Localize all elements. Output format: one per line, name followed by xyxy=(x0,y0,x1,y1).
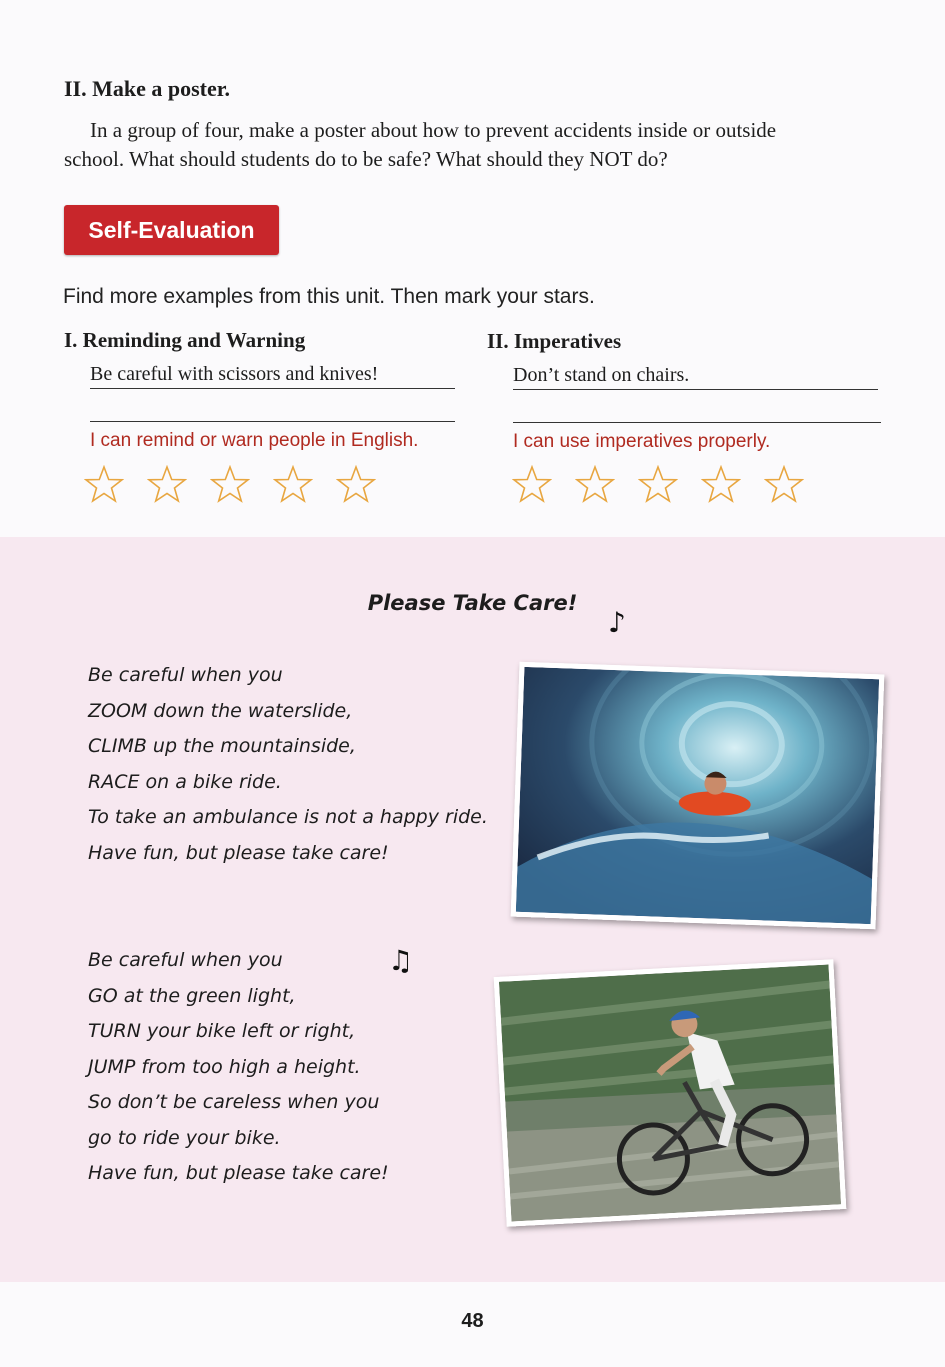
star-icon[interactable] xyxy=(336,465,376,503)
star-icon[interactable] xyxy=(638,465,678,503)
reminding-example: Be careful with scissors and knives! xyxy=(90,363,455,389)
verse-line: To take an ambulance is not a happy ride. xyxy=(88,806,488,828)
reminding-warning-heading: I. Reminding and Warning xyxy=(64,328,306,352)
music-note-icon: ♪ xyxy=(608,606,626,639)
imperatives-can-do-statement: I can use imperatives properly. xyxy=(513,431,771,452)
verse-line: Have fun, but please take care! xyxy=(88,841,389,864)
imperatives-star-rating[interactable] xyxy=(512,465,804,503)
verse-line: TURN your bike left or right, xyxy=(88,1020,356,1042)
imperatives-heading: II. Imperatives xyxy=(487,329,622,353)
section-heading-make-poster: II. Make a poster. xyxy=(64,76,231,101)
verse-line: So don’t be careless when you xyxy=(88,1091,380,1113)
imperatives-example: Don’t stand on chairs. xyxy=(513,364,878,390)
verse-line: JUMP from too high a height. xyxy=(88,1055,361,1078)
star-icon[interactable] xyxy=(210,465,250,503)
poster-instructions-line2: school. What should students do to be safe? What should they NOT do? xyxy=(64,147,668,171)
song-verse-2 xyxy=(88,943,389,1192)
reminding-answer-line[interactable] xyxy=(90,420,455,422)
verse-line: Be careful when you xyxy=(88,949,283,971)
song-verse-1 xyxy=(88,658,488,871)
star-icon[interactable] xyxy=(273,465,313,503)
verse-line: ZOOM down the waterslide, xyxy=(88,699,353,722)
verse-line: GO at the green light, xyxy=(88,984,296,1007)
star-icon[interactable] xyxy=(147,465,187,503)
poster-instructions-line1: In a group of four, make a poster about how to prevent accidents inside or outside xyxy=(90,118,777,142)
reminding-star-rating[interactable] xyxy=(84,465,376,503)
star-icon[interactable] xyxy=(84,465,124,503)
verse-line: Be careful when you xyxy=(88,664,283,686)
waterslide-photo xyxy=(511,662,885,930)
verse-line: Have fun, but please take care! xyxy=(88,1162,389,1184)
verse-line: RACE on a bike ride. xyxy=(88,770,282,793)
waterslide-illustration xyxy=(516,667,879,924)
reminding-can-do-statement: I can remind or warn people in English. xyxy=(90,430,419,451)
verse-line: CLIMB up the mountainside, xyxy=(88,735,356,757)
star-icon[interactable] xyxy=(512,465,552,503)
song-title: Please Take Care! xyxy=(367,591,578,615)
star-icon[interactable] xyxy=(701,465,741,503)
star-icon[interactable] xyxy=(764,465,804,503)
page-number: 48 xyxy=(461,1310,484,1332)
self-evaluation-badge: Self-Evaluation xyxy=(64,205,279,255)
cyclist-photo xyxy=(494,959,847,1226)
imperatives-answer-line[interactable] xyxy=(513,421,881,423)
verse-line: go to ride your bike. xyxy=(88,1126,281,1149)
star-icon[interactable] xyxy=(575,465,615,503)
cyclist-illustration xyxy=(499,965,841,1222)
self-evaluation-instruction: Find more examples from this unit. Then mark your stars. xyxy=(63,285,595,308)
music-notes-icon: ♫ xyxy=(388,944,414,977)
